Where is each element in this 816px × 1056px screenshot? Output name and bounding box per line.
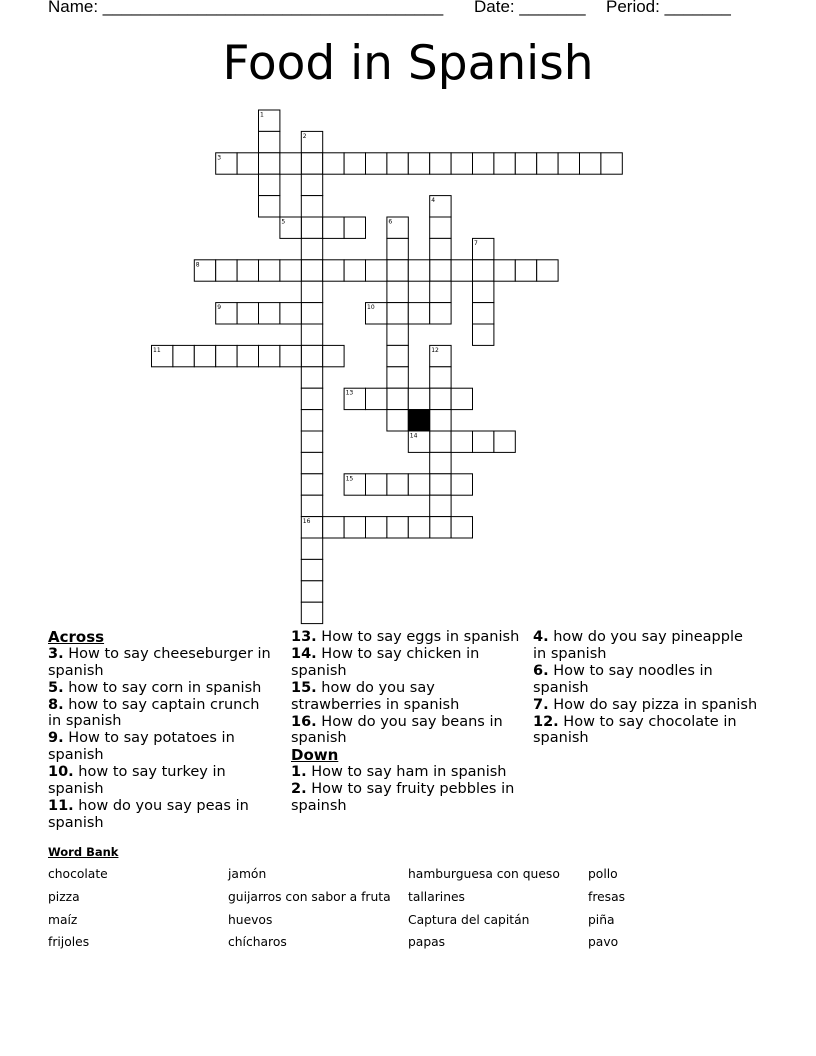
grid-cell[interactable] (430, 388, 451, 409)
word-bank-item: chícharos (228, 935, 287, 949)
grid-cell[interactable] (323, 517, 344, 538)
grid-cell[interactable] (301, 452, 322, 473)
grid-cell[interactable] (580, 153, 601, 174)
clues-column-1 (48, 629, 273, 832)
grid-cell[interactable] (259, 131, 280, 152)
grid-cell[interactable] (259, 303, 280, 324)
grid-cell[interactable] (387, 367, 408, 388)
grid-number-13: 13 (345, 389, 354, 397)
word-bank-item: papas (408, 935, 446, 949)
grid-cell[interactable] (451, 517, 472, 538)
grid-cell[interactable] (237, 260, 258, 281)
grid-cell[interactable] (387, 260, 408, 281)
word-bank-item: huevos (228, 913, 273, 927)
grid-cell[interactable] (301, 602, 322, 623)
grid-cell[interactable] (601, 153, 622, 174)
grid-cell[interactable] (237, 153, 258, 174)
clues-column-3 (533, 629, 758, 747)
grid-cell[interactable] (430, 495, 451, 516)
grid-number-1: 1 (260, 111, 264, 119)
clue-down-4: 4. how do you say pineapple in spanish (533, 629, 743, 662)
grid-cell[interactable] (473, 260, 494, 281)
word-bank-item: pizza (48, 890, 80, 904)
name-field-label[interactable]: Name: ____________________________________ (48, 0, 444, 16)
grid-number-16: 16 (302, 518, 311, 526)
clue-down-2: 2. How to say fruity pebbles in spainsh (291, 781, 515, 814)
grid-cell[interactable] (387, 153, 408, 174)
grid-cell[interactable] (387, 517, 408, 538)
grid-cell[interactable] (451, 153, 472, 174)
grid-number-15: 15 (345, 475, 354, 483)
grid-cell[interactable] (473, 153, 494, 174)
clue-across-15: 15. how do you say strawberries in spanish (291, 679, 460, 713)
grid-cell[interactable] (430, 452, 451, 473)
grid-cell[interactable] (344, 217, 365, 238)
clue-across-9: 9. How to say potatoes in spanish (48, 730, 235, 764)
grid-cell[interactable] (216, 260, 237, 281)
grid-cell[interactable] (451, 260, 472, 281)
grid-cell[interactable] (301, 281, 322, 302)
grid-number-10: 10 (367, 304, 375, 312)
grid-number-5: 5 (281, 218, 286, 226)
grid-cell[interactable] (494, 260, 515, 281)
clue-across-3: 3. How to say cheeseburger in spanish (48, 645, 271, 679)
word-bank-item: guijarros con sabor a fruta (228, 890, 391, 904)
grid-cell[interactable] (408, 388, 429, 409)
grid-cell[interactable] (430, 431, 451, 452)
across-heading: Across (48, 628, 105, 646)
grid-cell[interactable] (408, 517, 429, 538)
clue-down-1: 1. How to say ham in spanish (291, 764, 507, 781)
grid-cell[interactable] (301, 174, 322, 195)
grid-cell[interactable] (259, 153, 280, 174)
grid-number-7: 7 (474, 239, 478, 247)
grid-cell[interactable] (237, 345, 258, 366)
grid-cell[interactable] (430, 238, 451, 259)
grid-cell[interactable] (280, 153, 301, 174)
grid-cell[interactable] (259, 174, 280, 195)
word-bank-item: fresas (588, 890, 626, 904)
grid-cell[interactable] (301, 495, 322, 516)
grid-number-11: 11 (153, 346, 161, 354)
word-bank-item: frijoles (48, 935, 90, 949)
clue-across-16: 16. How do you say beans in spanish (291, 713, 503, 747)
grid-cell[interactable] (473, 303, 494, 324)
clue-across-8: 8. how to say captain crunch in spanish (48, 696, 260, 730)
grid-cell[interactable] (387, 474, 408, 495)
clue-across-14: 14. How to say chicken in spanish (291, 645, 480, 679)
clues-column-2 (291, 629, 521, 815)
grid-cell[interactable] (323, 345, 344, 366)
grid-cell[interactable] (301, 388, 322, 409)
grid-cell[interactable] (216, 345, 237, 366)
grid-black-square (408, 410, 429, 431)
grid-number-12: 12 (431, 346, 439, 354)
down-heading: Down (291, 746, 339, 765)
grid-cell[interactable] (558, 153, 579, 174)
grid-cell[interactable] (366, 153, 387, 174)
word-bank-item: maíz (48, 913, 78, 927)
grid-cell[interactable] (408, 303, 429, 324)
grid-cell[interactable] (387, 238, 408, 259)
grid-cell[interactable] (280, 303, 301, 324)
word-bank-item: tallarines (408, 890, 465, 904)
grid-cell[interactable] (301, 431, 322, 452)
grid-cell[interactable] (301, 324, 322, 345)
grid-cell[interactable] (301, 238, 322, 259)
grid-cell[interactable] (301, 410, 322, 431)
word-bank-item: piña (588, 913, 615, 927)
grid-cell[interactable] (259, 260, 280, 281)
grid-number-14: 14 (409, 432, 418, 440)
grid-cell[interactable] (387, 410, 408, 431)
word-bank-item: jamón (228, 867, 267, 881)
grid-cell[interactable] (451, 388, 472, 409)
grid-number-8: 8 (195, 261, 200, 269)
grid-cell[interactable] (430, 281, 451, 302)
grid-cell[interactable] (515, 153, 536, 174)
grid-cell[interactable] (494, 431, 515, 452)
grid-cell[interactable] (430, 217, 451, 238)
grid-cell[interactable] (537, 260, 558, 281)
grid-cell[interactable] (408, 474, 429, 495)
grid-cell[interactable] (301, 153, 322, 174)
grid-cell[interactable] (387, 324, 408, 345)
grid-cell[interactable] (301, 367, 322, 388)
grid-cell[interactable] (537, 153, 558, 174)
grid-cell[interactable] (366, 388, 387, 409)
clue-across-5: 5. how to say corn in spanish (48, 679, 262, 696)
grid-cell[interactable] (259, 196, 280, 217)
grid-cell[interactable] (430, 260, 451, 281)
grid-cell[interactable] (430, 517, 451, 538)
grid-cell[interactable] (366, 474, 387, 495)
grid-cell[interactable] (387, 281, 408, 302)
word-bank-item: hamburguesa con queso (408, 867, 560, 881)
grid-number-3: 3 (217, 154, 222, 162)
grid-cell[interactable] (408, 153, 429, 174)
grid-cell[interactable] (280, 260, 301, 281)
grid-number-4: 4 (431, 197, 436, 205)
grid-cell[interactable] (473, 324, 494, 345)
grid-cell[interactable] (301, 345, 322, 366)
grid-cell[interactable] (301, 559, 322, 580)
grid-cell[interactable] (494, 153, 515, 174)
grid-cell[interactable] (173, 345, 194, 366)
grid-cell[interactable] (301, 217, 322, 238)
grid-cell[interactable] (366, 517, 387, 538)
grid-cell[interactable] (430, 303, 451, 324)
word-bank-item: chocolate (48, 867, 108, 881)
grid-cell[interactable] (259, 345, 280, 366)
grid-cell[interactable] (344, 153, 365, 174)
word-bank-item: pollo (588, 867, 618, 881)
period-field-label[interactable]: Period: _______ (606, 0, 731, 16)
grid-number-9: 9 (217, 304, 222, 312)
grid-cell[interactable] (323, 260, 344, 281)
grid-cell[interactable] (344, 517, 365, 538)
grid-cell[interactable] (237, 303, 258, 324)
clue-across-10: 10. how to say turkey in spanish (48, 764, 226, 797)
grid-cell[interactable] (280, 345, 301, 366)
grid-cell[interactable] (323, 153, 344, 174)
grid-cell[interactable] (451, 474, 472, 495)
page-title: Food in Spanish (222, 36, 594, 91)
date-field-label[interactable]: Date: _______ (474, 0, 586, 16)
grid-cell[interactable] (387, 345, 408, 366)
clue-across-13: 13. How to say eggs in spanish (291, 629, 520, 645)
word-bank-item: Captura del capitán (408, 913, 530, 927)
grid-cell[interactable] (473, 281, 494, 302)
grid-cell[interactable] (301, 303, 322, 324)
grid-cell[interactable] (194, 345, 215, 366)
grid-cell[interactable] (387, 388, 408, 409)
grid-cell[interactable] (430, 474, 451, 495)
grid-cell[interactable] (301, 581, 322, 602)
grid-cell[interactable] (301, 260, 322, 281)
clue-down-7: 7. How do say pizza in spanish (533, 696, 758, 713)
grid-cell[interactable] (473, 431, 494, 452)
grid-cell[interactable] (344, 260, 365, 281)
grid-cell[interactable] (387, 303, 408, 324)
grid-cell[interactable] (430, 410, 451, 431)
clue-down-12: 12. How to say chocolate in spanish (533, 713, 737, 747)
grid-cell[interactable] (301, 538, 322, 559)
grid-number-2: 2 (302, 132, 307, 140)
clue-down-6: 6. How to say noodles in spanish (533, 662, 713, 696)
grid-cell[interactable] (323, 217, 344, 238)
word-bank-title: Word Bank (48, 845, 119, 859)
grid-cell[interactable] (408, 260, 429, 281)
grid-cell[interactable] (451, 431, 472, 452)
grid-number-6: 6 (388, 218, 393, 226)
grid-cell[interactable] (366, 260, 387, 281)
grid-cell[interactable] (301, 474, 322, 495)
clue-across-11: 11. how do you say peas in spanish (48, 797, 249, 831)
word-bank-item: pavo (588, 935, 619, 949)
grid-cell[interactable] (430, 153, 451, 174)
grid-cell[interactable] (301, 196, 322, 217)
grid-cell[interactable] (515, 260, 536, 281)
grid-cell[interactable] (430, 367, 451, 388)
